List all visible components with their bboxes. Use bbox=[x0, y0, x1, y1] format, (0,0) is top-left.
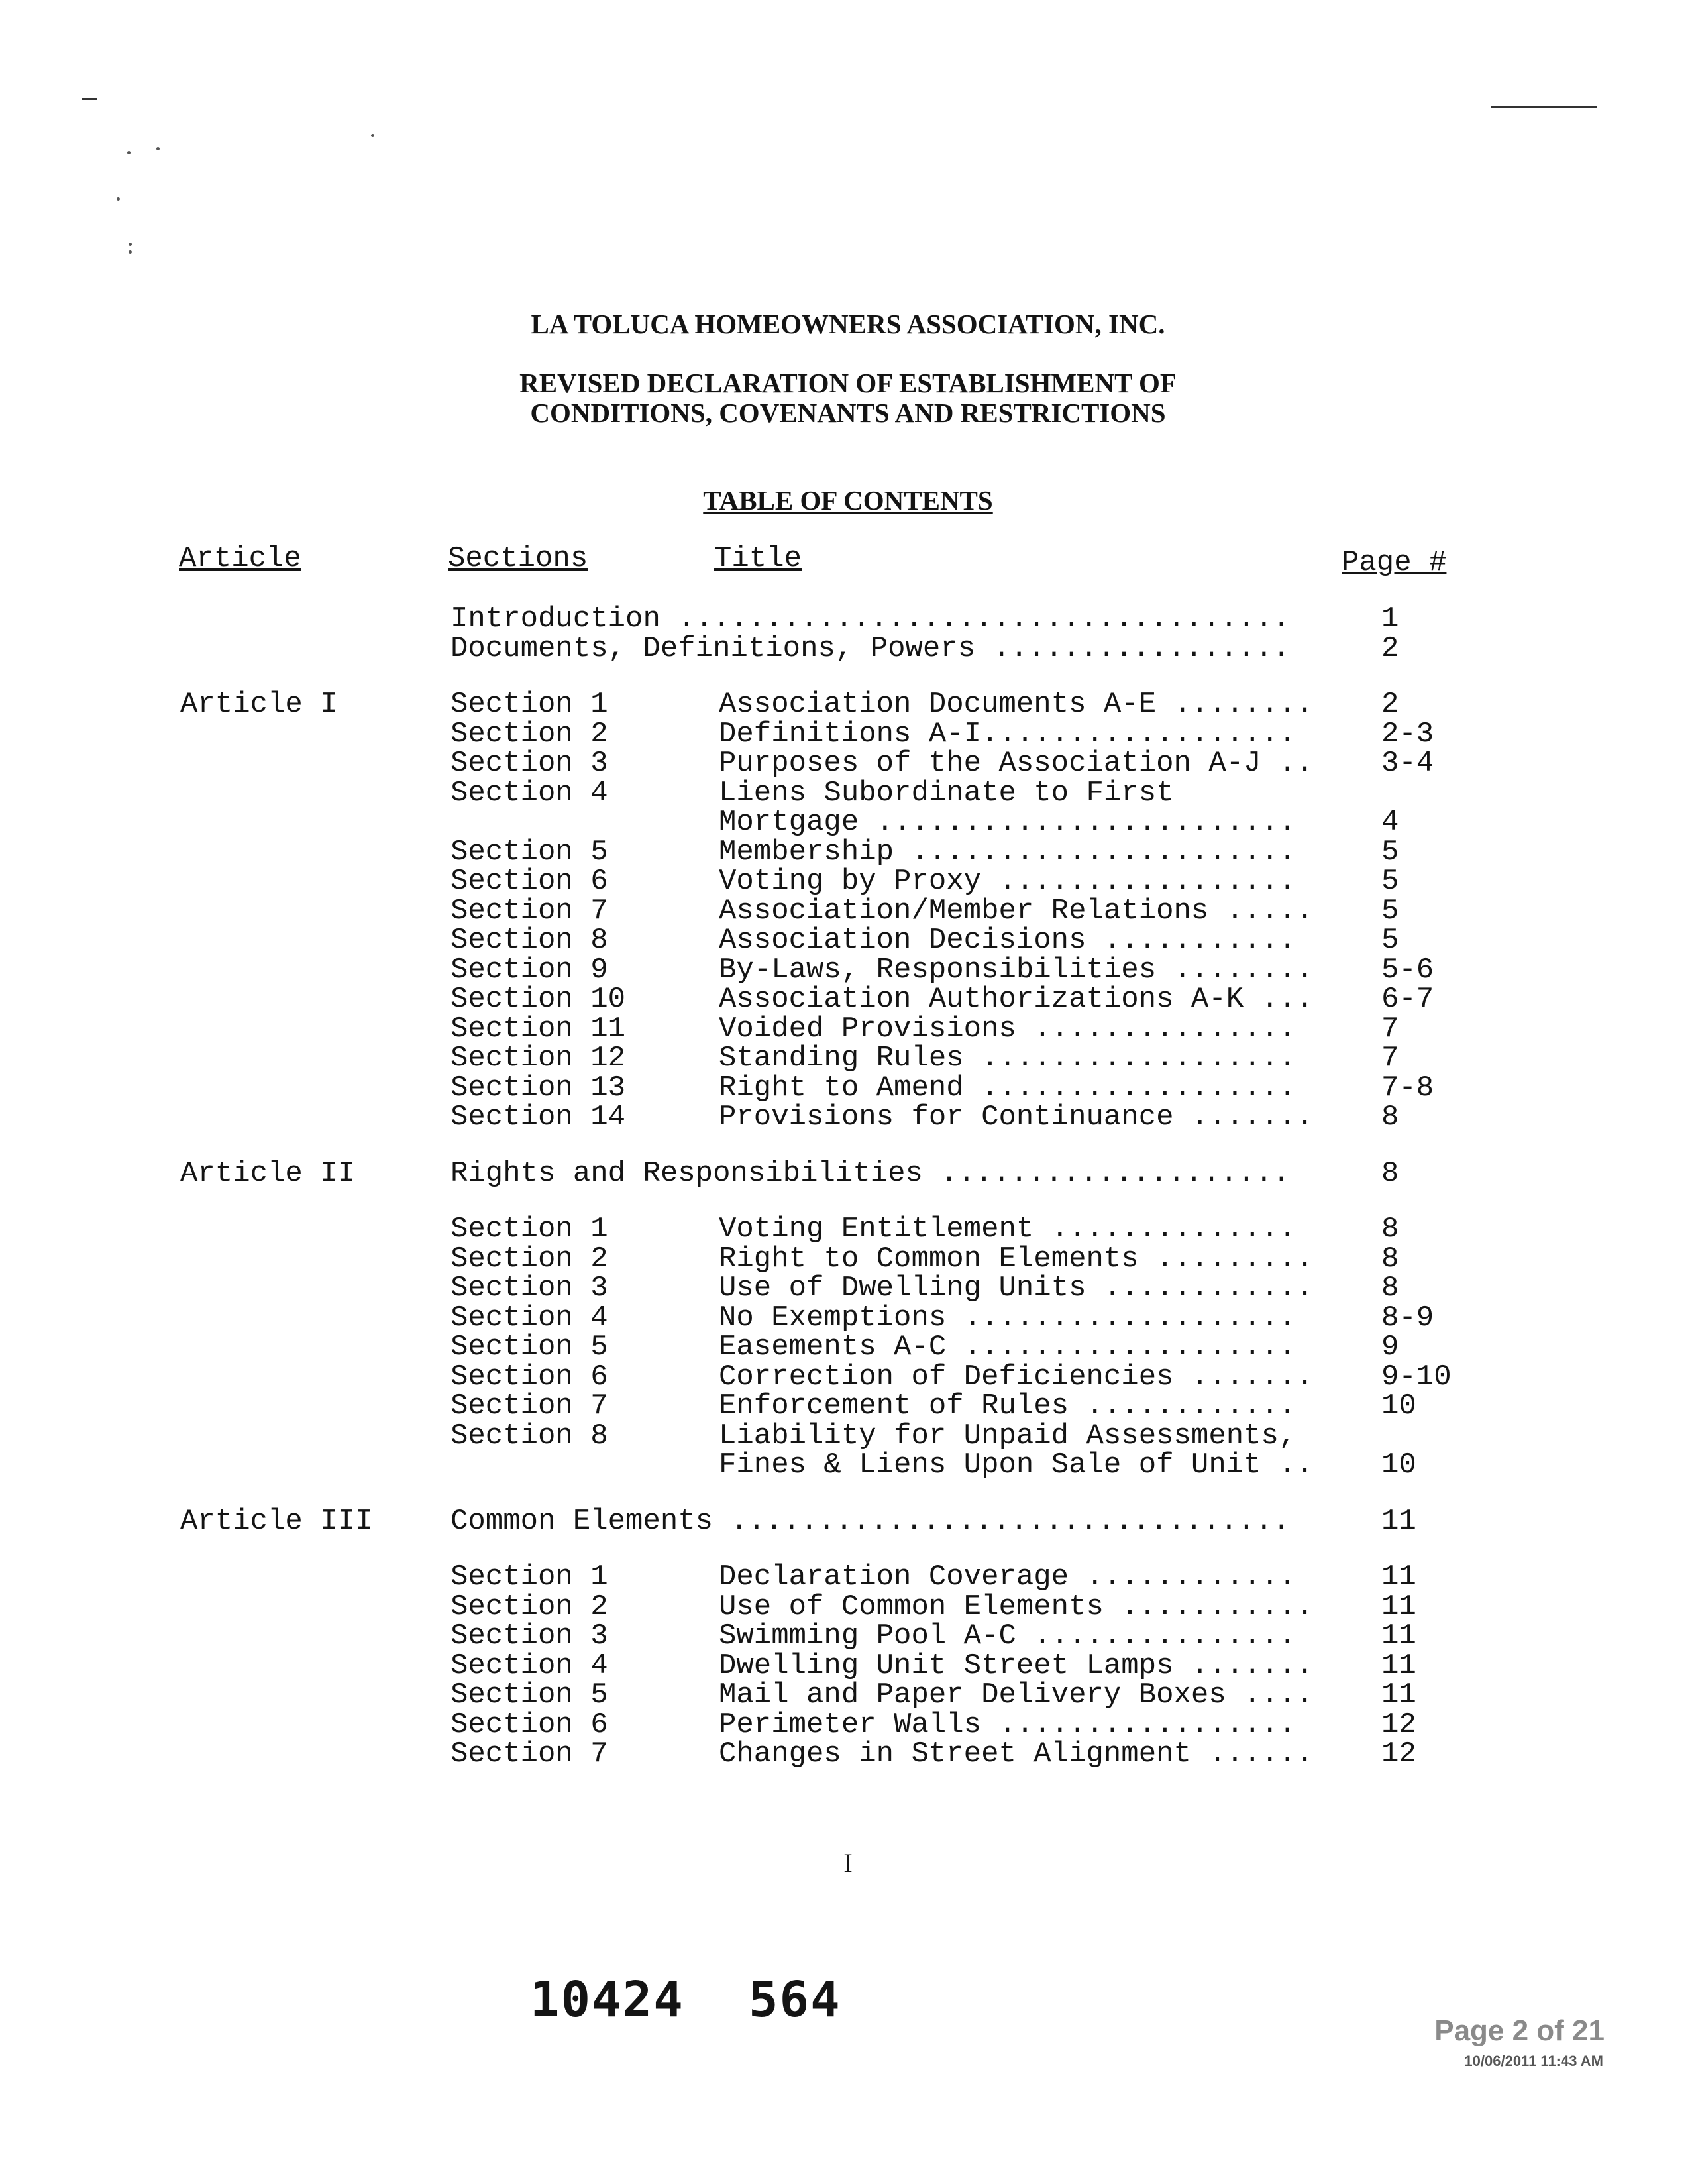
page-folio: I bbox=[843, 1848, 853, 1878]
toc-section: Section 3 bbox=[450, 1619, 608, 1653]
toc-page: 8 bbox=[1381, 1101, 1399, 1134]
toc-page: 5 bbox=[1381, 924, 1399, 957]
toc-title: Swimming Pool A-C ............... bbox=[719, 1619, 1297, 1653]
toc-heading: Introduction ................................... bbox=[450, 602, 1291, 635]
toc-title: Voided Provisions ............... bbox=[719, 1012, 1297, 1046]
scan-speck bbox=[371, 134, 374, 137]
toc-title: Easements A-C ................... bbox=[719, 1331, 1297, 1364]
toc-row bbox=[0, 604, 1696, 634]
declaration-title-line-1: REVISED DECLARATION OF ESTABLISHMENT OF bbox=[519, 368, 1177, 398]
toc-title: Declaration Coverage ............ bbox=[719, 1560, 1297, 1594]
toc-row bbox=[0, 894, 1696, 928]
toc-section: Section 6 bbox=[450, 865, 608, 898]
toc-section: Section 4 bbox=[450, 776, 608, 810]
toc-section: Section 14 bbox=[450, 1101, 626, 1134]
toc-title: Correction of Deficiencies ....... bbox=[719, 1360, 1314, 1393]
toc-title: Mail and Paper Delivery Boxes .... bbox=[719, 1678, 1314, 1712]
toc-title: By-Laws, Responsibilities ........ bbox=[719, 953, 1314, 987]
scan-speck bbox=[129, 250, 132, 254]
toc-page: 2-3 bbox=[1381, 717, 1434, 751]
toc-title: Use of Common Elements ........... bbox=[719, 1590, 1314, 1623]
toc-row bbox=[0, 1014, 1696, 1044]
toc-title: Right to Common Elements ......... bbox=[719, 1242, 1314, 1276]
toc-page: 5-6 bbox=[1381, 953, 1434, 987]
toc-section: Section 10 bbox=[450, 983, 626, 1016]
toc-section: Section 7 bbox=[450, 894, 608, 928]
toc-row bbox=[0, 1739, 1696, 1769]
toc-page: 3-4 bbox=[1381, 747, 1434, 780]
recording-book-number: 10424 bbox=[530, 1971, 684, 2028]
toc-title: Provisions for Continuance ....... bbox=[719, 1101, 1314, 1134]
toc-row bbox=[0, 1710, 1696, 1740]
toc-title: Liens Subordinate to First bbox=[719, 776, 1174, 810]
toc-section: Section 4 bbox=[450, 1649, 608, 1682]
toc-row bbox=[0, 1562, 1696, 1592]
toc-section: Section 5 bbox=[450, 1331, 608, 1364]
toc-row bbox=[0, 1156, 1696, 1190]
toc-row bbox=[0, 1621, 1696, 1651]
column-header-title: Title bbox=[714, 542, 802, 575]
toc-page: 1 bbox=[1381, 602, 1399, 635]
toc-page: 8 bbox=[1381, 1213, 1399, 1246]
toc-article: Article II bbox=[180, 1156, 356, 1190]
toc-list bbox=[0, 604, 1696, 1769]
toc-page: 11 bbox=[1381, 1590, 1416, 1623]
toc-title: Association Documents A-E ........ bbox=[719, 688, 1314, 721]
toc-row bbox=[0, 1274, 1696, 1303]
toc-row bbox=[0, 1680, 1696, 1710]
toc-heading: Rights and Responsibilities .................... bbox=[450, 1156, 1291, 1190]
toc-section: Section 3 bbox=[450, 747, 608, 780]
toc-row bbox=[0, 1504, 1696, 1538]
toc-section: Section 7 bbox=[450, 1737, 608, 1771]
toc-row bbox=[0, 1333, 1696, 1362]
toc-title: Purposes of the Association A-J .. bbox=[719, 747, 1314, 780]
column-header-sections: Sections bbox=[448, 542, 588, 575]
toc-section: Section 5 bbox=[450, 1678, 608, 1712]
toc-page: 10 bbox=[1381, 1448, 1416, 1482]
toc-title: Definitions A-I.................. bbox=[719, 717, 1297, 751]
toc-section: Section 1 bbox=[450, 1560, 608, 1594]
toc-section: Section 5 bbox=[450, 835, 608, 869]
toc-article: Article III bbox=[180, 1504, 373, 1538]
toc-page: 7 bbox=[1381, 1012, 1399, 1046]
toc-page: 11 bbox=[1381, 1678, 1416, 1712]
toc-section: Section 2 bbox=[450, 1242, 608, 1276]
toc-row bbox=[0, 1592, 1696, 1622]
toc-row bbox=[0, 985, 1696, 1014]
toc-page: 11 bbox=[1381, 1560, 1416, 1594]
scan-speck bbox=[117, 197, 120, 201]
toc-section: Section 1 bbox=[450, 1213, 608, 1246]
toc-row bbox=[0, 1244, 1696, 1274]
toc-section: Section 2 bbox=[450, 1590, 608, 1623]
toc-article: Article I bbox=[180, 688, 338, 721]
toc-page: 12 bbox=[1381, 1708, 1416, 1741]
toc-heading: Documents, Definitions, Powers ................. bbox=[450, 631, 1291, 665]
toc-section: Section 7 bbox=[450, 1390, 608, 1423]
toc-row bbox=[0, 808, 1696, 838]
toc-page: 11 bbox=[1381, 1619, 1416, 1653]
scan-speck bbox=[127, 151, 131, 154]
toc-section: Section 11 bbox=[450, 1012, 626, 1046]
scan-speck bbox=[129, 243, 132, 246]
toc-row bbox=[0, 717, 1696, 751]
toc-page: 8 bbox=[1381, 1272, 1399, 1305]
scan-mark bbox=[82, 98, 97, 100]
column-header-page: Page # bbox=[1342, 546, 1447, 579]
recording-page-number: 564 bbox=[749, 1971, 841, 2028]
toc-page: 4 bbox=[1381, 806, 1399, 839]
toc-row bbox=[0, 1073, 1696, 1103]
toc-row bbox=[0, 776, 1696, 810]
toc-page: 11 bbox=[1381, 1504, 1416, 1538]
scan-mark bbox=[1491, 106, 1597, 108]
toc-section: Section 9 bbox=[450, 953, 608, 987]
association-name: LA TOLUCA HOMEOWNERS ASSOCIATION, INC. bbox=[531, 309, 1165, 339]
toc-title: Mortgage ........................ bbox=[719, 806, 1297, 839]
toc-page: 6-7 bbox=[1381, 983, 1434, 1016]
toc-page: 10 bbox=[1381, 1390, 1416, 1423]
toc-row bbox=[0, 1651, 1696, 1681]
toc-page: 2 bbox=[1381, 631, 1399, 665]
toc-section: Section 6 bbox=[450, 1708, 608, 1741]
toc-page: 8 bbox=[1381, 1242, 1399, 1276]
toc-page: 2 bbox=[1381, 688, 1399, 721]
toc-page: 11 bbox=[1381, 1649, 1416, 1682]
toc-title: Voting Entitlement .............. bbox=[719, 1213, 1297, 1246]
toc-page: 9 bbox=[1381, 1331, 1399, 1364]
toc-row bbox=[0, 1303, 1696, 1333]
toc-title: Changes in Street Alignment ...... bbox=[719, 1737, 1314, 1771]
toc-section: Section 1 bbox=[450, 688, 608, 721]
toc-page: 8 bbox=[1381, 1156, 1399, 1190]
toc-section: Section 3 bbox=[450, 1272, 608, 1305]
toc-title: Fines & Liens Upon Sale of Unit .. bbox=[719, 1448, 1314, 1482]
toc-row bbox=[0, 1215, 1696, 1244]
toc-title: Perimeter Walls ................. bbox=[719, 1708, 1297, 1741]
table-of-contents-heading: TABLE OF CONTENTS bbox=[703, 485, 993, 516]
toc-row bbox=[0, 1450, 1696, 1480]
toc-title: Association Decisions ........... bbox=[719, 924, 1297, 957]
toc-title: Standing Rules .................. bbox=[719, 1042, 1297, 1075]
toc-section: Section 2 bbox=[450, 717, 608, 751]
toc-row bbox=[0, 867, 1696, 897]
print-timestamp: 10/06/2011 11:43 AM bbox=[1464, 2053, 1603, 2069]
toc-row bbox=[0, 1103, 1696, 1132]
toc-row bbox=[0, 631, 1696, 665]
toc-row bbox=[0, 953, 1696, 987]
toc-row bbox=[0, 835, 1696, 869]
scan-speck bbox=[156, 147, 160, 150]
toc-row bbox=[0, 926, 1696, 956]
toc-section: Section 8 bbox=[450, 1419, 608, 1452]
toc-title: Enforcement of Rules ............ bbox=[719, 1390, 1297, 1423]
toc-row bbox=[0, 690, 1696, 720]
toc-page: 8-9 bbox=[1381, 1301, 1434, 1335]
toc-row bbox=[0, 1392, 1696, 1421]
toc-page: 7-8 bbox=[1381, 1071, 1434, 1105]
toc-section: Section 4 bbox=[450, 1301, 608, 1335]
toc-title: Membership ...................... bbox=[719, 835, 1297, 869]
toc-title: Use of Dwelling Units ............ bbox=[719, 1272, 1314, 1305]
declaration-title-line-2: CONDITIONS, COVENANTS AND RESTRICTIONS bbox=[530, 398, 1166, 428]
toc-page: 5 bbox=[1381, 835, 1399, 869]
toc-page: 9-10 bbox=[1381, 1360, 1452, 1393]
toc-section: Section 12 bbox=[450, 1042, 626, 1075]
toc-heading: Common Elements ................................ bbox=[450, 1504, 1291, 1538]
toc-row bbox=[0, 1362, 1696, 1392]
toc-page: 5 bbox=[1381, 894, 1399, 928]
toc-page: 5 bbox=[1381, 865, 1399, 898]
toc-section: Section 6 bbox=[450, 1360, 608, 1393]
toc-title: Association Authorizations A-K ... bbox=[719, 983, 1314, 1016]
toc-title: Dwelling Unit Street Lamps ....... bbox=[719, 1649, 1314, 1682]
toc-title: No Exemptions ................... bbox=[719, 1301, 1297, 1335]
toc-title: Voting by Proxy ................. bbox=[719, 865, 1297, 898]
toc-section: Section 8 bbox=[450, 924, 608, 957]
toc-page: 7 bbox=[1381, 1042, 1399, 1075]
toc-row bbox=[0, 1044, 1696, 1073]
toc-title: Right to Amend .................. bbox=[719, 1071, 1297, 1105]
page-count-stamp: Page 2 of 21 bbox=[1434, 2014, 1605, 2047]
toc-title: Liability for Unpaid Assessments, bbox=[719, 1419, 1297, 1452]
toc-title: Association/Member Relations ..... bbox=[719, 894, 1314, 928]
toc-section: Section 13 bbox=[450, 1071, 626, 1105]
toc-row bbox=[0, 1421, 1696, 1451]
toc-row bbox=[0, 749, 1696, 779]
column-header-article: Article bbox=[179, 542, 301, 575]
toc-page: 12 bbox=[1381, 1737, 1416, 1771]
